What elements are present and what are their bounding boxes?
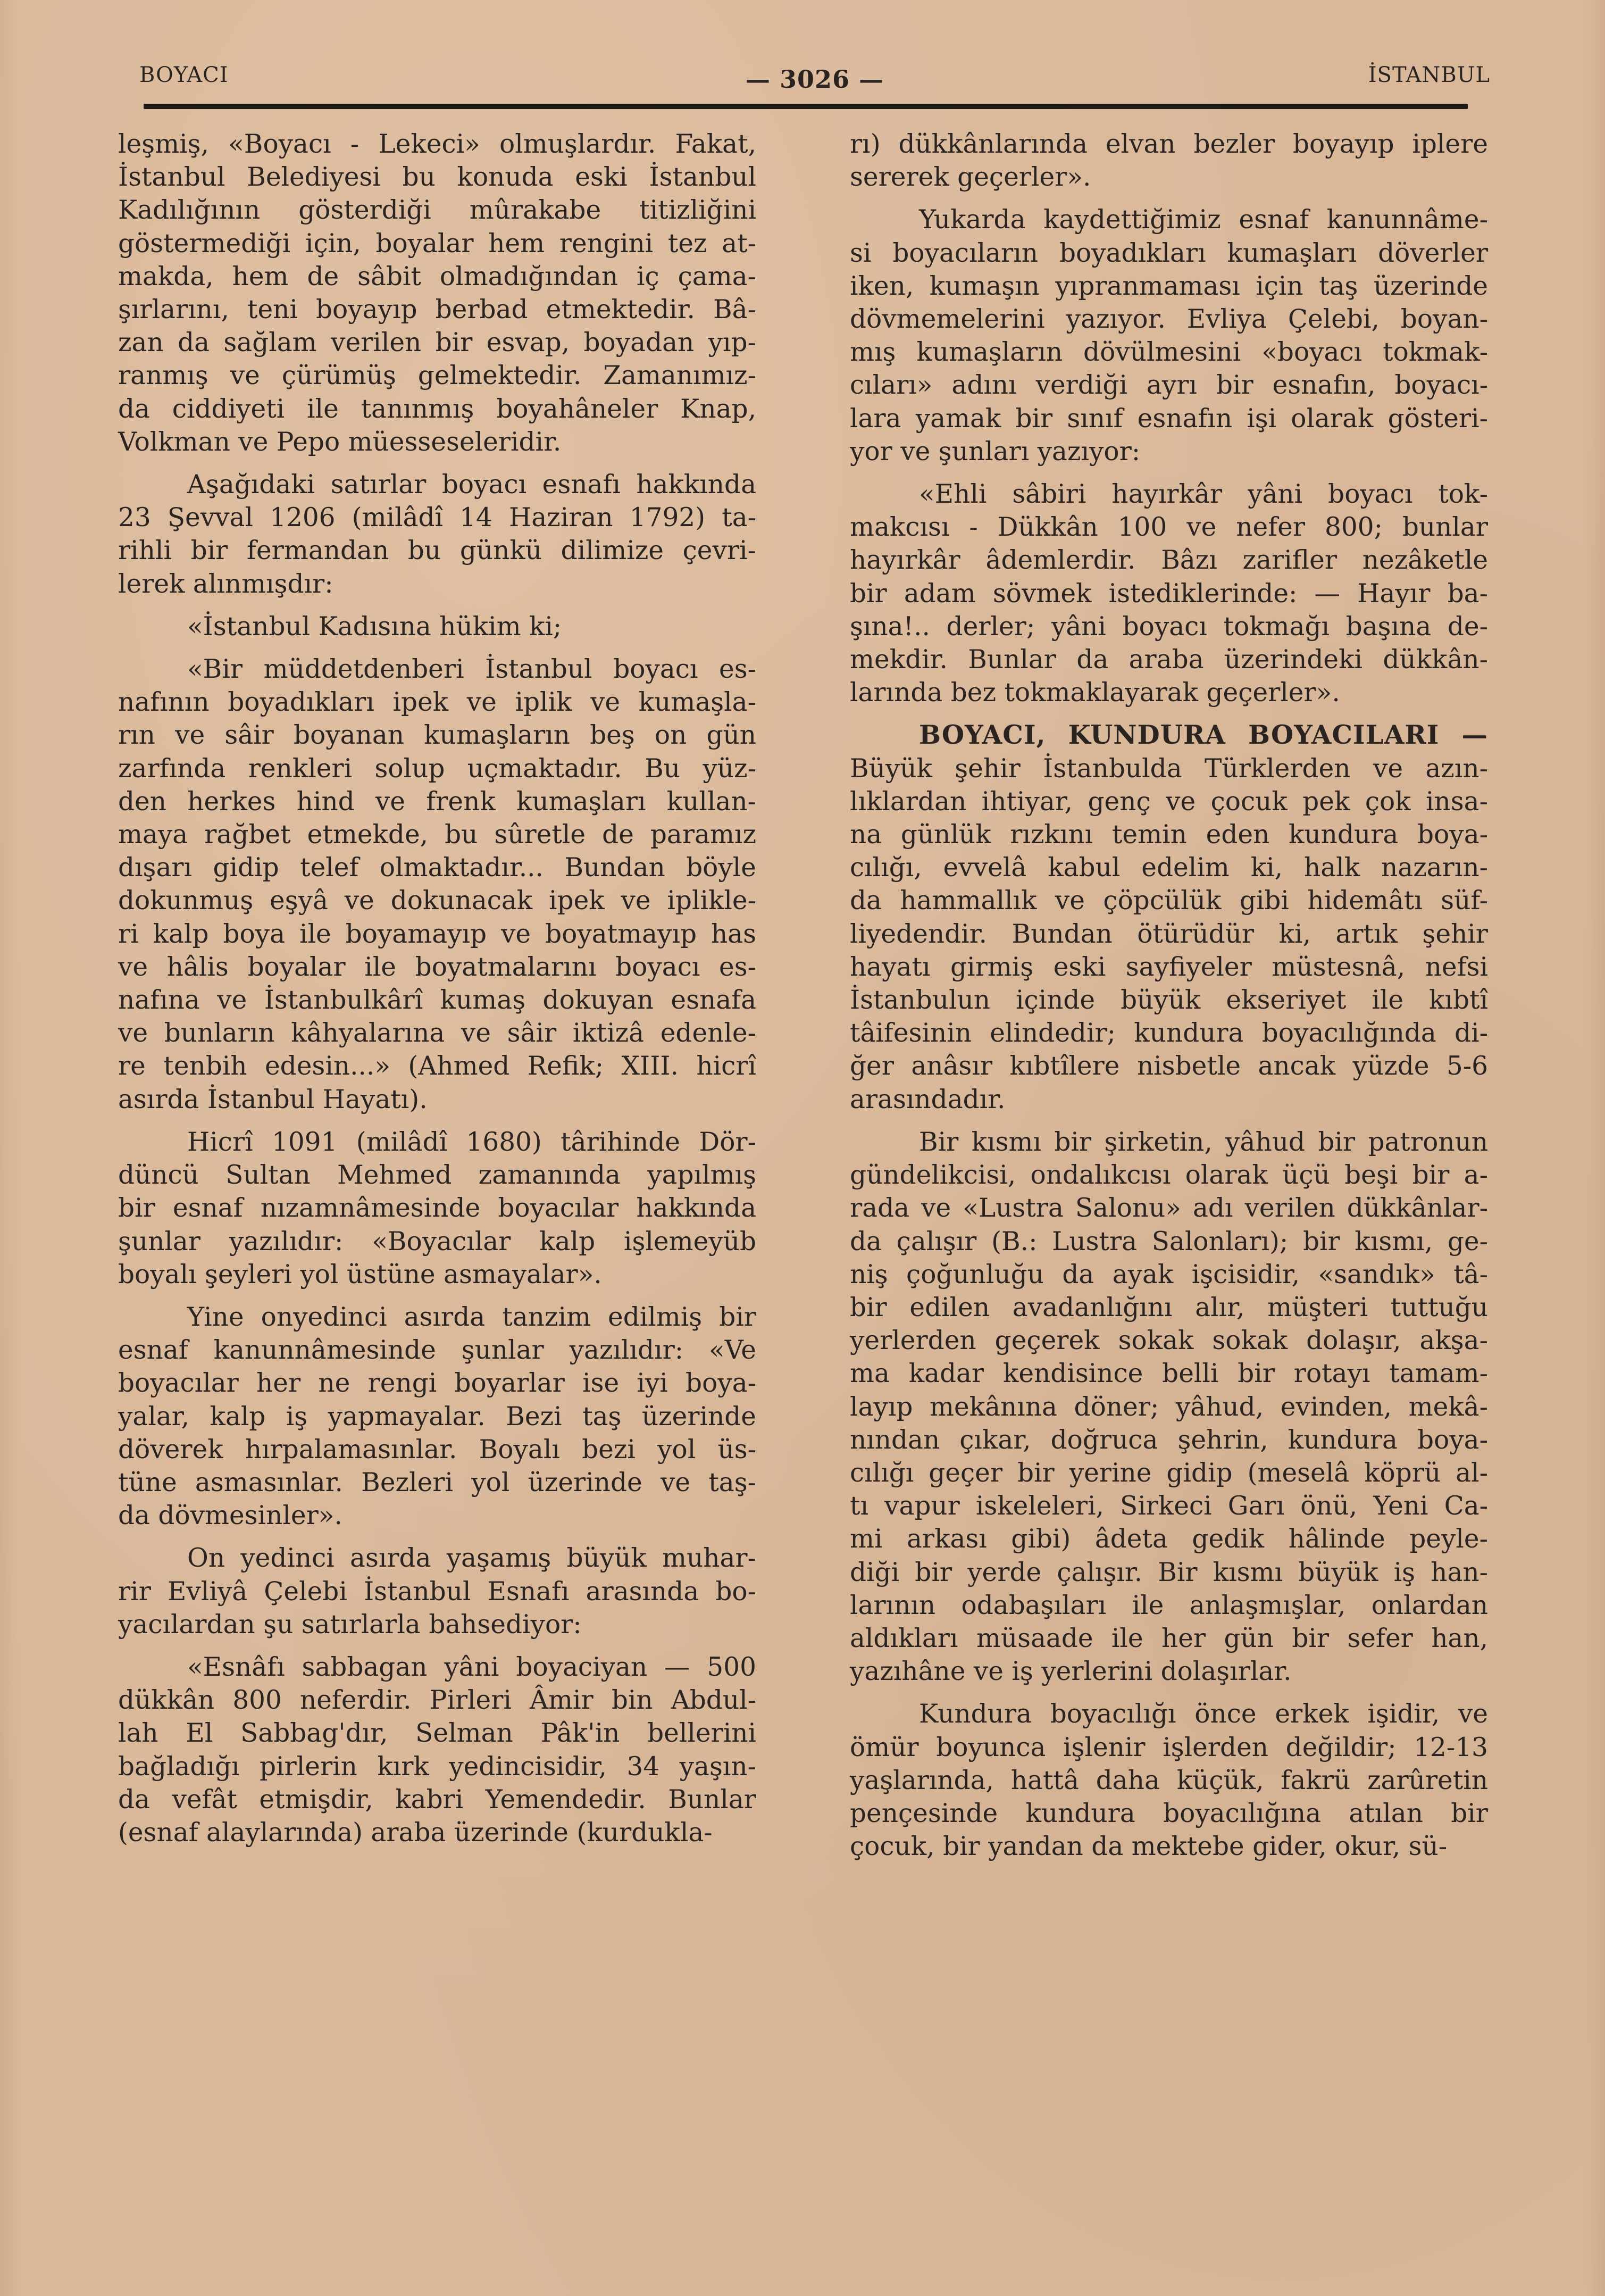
text-line: şına!.. derler; yâni boyacı tokmağı başına de-: [850, 611, 1488, 642]
text-line: na günlük rızkını temin eden kundura boya-: [850, 820, 1488, 850]
text-line: Yine onyedinci asırda tanzim edilmiş bir: [187, 1302, 756, 1332]
text-line: ranmış ve çürümüş gelmektedir. Zamanımız-: [118, 361, 756, 391]
header-volume-title: İSTANBUL: [1368, 63, 1490, 87]
text-line: Bir kısmı bir şirketin, yâhud bir patronun: [919, 1127, 1488, 1157]
text-line: yor ve şunları yazıyor:: [850, 436, 1141, 467]
text-line: cıları» adını verdiği ayrı bir esnafın, boyacı-: [850, 370, 1488, 401]
header-entry-word: BOYACI: [139, 63, 229, 87]
text-line: «İstanbul Kadısına hükim ki;: [187, 611, 562, 642]
text-line: pençesinde kundura boyacılığına atılan bir: [850, 1798, 1488, 1828]
text-line: «Ehli sâbiri hayırkâr yâni boyacı tok-: [919, 479, 1488, 510]
text-line: İstanbulun içinde büyük ekseriyet ile kıbtî: [850, 985, 1488, 1016]
text-line: Yukarda kaydettiğimiz esnaf kanunnâme-: [919, 205, 1488, 235]
text-line: sererek geçerler».: [850, 162, 1091, 193]
text-line: Büyük şehir İstanbulda Türklerden ve azın-: [850, 753, 1488, 784]
text-line: larında bez tokmaklayarak geçerler».: [850, 678, 1340, 708]
text-line: dokunmuş eşyâ ve dokunacak ipek ve iplikle-: [118, 886, 756, 916]
paragraph: [118, 1651, 756, 1849]
text-line: ve hâlis boyalar ile boyatmalarını boyacı es-: [118, 952, 756, 982]
text-line: mi arkası gibi) âdeta gedik hâlinde peyle-: [850, 1524, 1488, 1554]
text-line: Hicrî 1091 (milâdî 1680) târihinde Dör-: [187, 1127, 756, 1157]
text-line: nafının boyadıkları ipek ve iplik ve kumaşla-: [118, 687, 756, 718]
text-line: niş çoğunluğu da ayak işcisidir, «sandık» tâ-: [850, 1259, 1488, 1290]
text-line: diği bir yerde çalışır. Bir kısmı büyük iş han-: [850, 1557, 1488, 1587]
text-line: ğer anâsır kıbtîlere nisbetle ancak yüzde 5-6: [850, 1051, 1488, 1082]
text-line: nafına ve İstanbulkârî kumaş dokuyan esnafa: [118, 985, 756, 1016]
text-line: dışarı gidip telef olmaktadır... Bundan böyle: [118, 853, 756, 883]
text-line: rın ve sâir boyanan kumaşların beş on gün: [118, 720, 756, 751]
text-line: lah El Sabbag'dır, Selman Pâk'in bellerini: [118, 1718, 756, 1749]
text-line: 23 Şevval 1206 (milâdî 14 Haziran 1792) ta-: [118, 503, 756, 533]
text-line: ma kadar kendisince belli bir rotayı tamam-: [850, 1359, 1488, 1389]
text-line: layıp mekânına döner; yâhud, evinden, mekâ-: [850, 1392, 1488, 1422]
text-line: rihli bir fermandan bu günkü dilimize çevri-: [118, 536, 756, 566]
text-line: bir edilen avadanlığını alır, müşteri tuttuğu: [850, 1292, 1488, 1322]
left-column: [118, 128, 756, 1859]
text-line: «Bir müddetdenberi İstanbul boyacı es-: [187, 654, 756, 685]
text-line: lara yamak bir sınıf esnafın işi olarak gösteri-: [850, 403, 1488, 434]
text-line: asırda İstanbul Hayatı).: [118, 1084, 428, 1114]
paragraph: [118, 653, 756, 1116]
text-line: tı vapur iskeleleri, Sirkeci Garı önü, Yeni Ca-: [850, 1491, 1488, 1521]
paragraph: [850, 478, 1488, 709]
text-line: esnaf kanunnâmesinde şunlar yazılıdır: «Ve: [118, 1335, 756, 1366]
text-line: rı) dükkânlarında elvan bezler boyayıp iplere: [850, 129, 1488, 159]
text-line: çocuk, bir yandan da mektebe gider, okur, sü-: [850, 1832, 1448, 1862]
paragraph: [118, 1126, 756, 1291]
text-line: da dövmesinler».: [118, 1501, 342, 1531]
text-line: mış kumaşların dövülmesini «boyacı tokmak-: [850, 337, 1488, 368]
text-line: bir esnaf nızamnâmesinde boyacılar hakkında: [118, 1193, 756, 1224]
text-line: da ciddiyeti ile tanınmış boyahâneler Knap,: [118, 394, 756, 424]
text-line: Kundura boyacılığı önce erkek işidir, ve: [919, 1699, 1488, 1729]
text-line: arasındadır.: [850, 1084, 1006, 1114]
page-number: — 3026 —: [745, 65, 884, 94]
text-line: yacılardan şu satırlarla bahsediyor:: [118, 1609, 582, 1640]
paragraph: [850, 719, 1488, 1116]
paragraph: [118, 1542, 756, 1641]
text-line: tâifesinin elindedir; kundura boyacılığında di-: [850, 1018, 1488, 1049]
text-line: cılığı, evvelâ kabul edelim ki, halk nazarın-: [850, 853, 1488, 883]
text-line: tüne asmasınlar. Bezleri yol üzerinde ve taş-: [118, 1467, 756, 1498]
text-line: larının odabaşıları ile anlaşmışlar, onlardan: [850, 1590, 1488, 1620]
text-line: yalar, kalp iş yapmayalar. Bezi taş üzerinde: [118, 1401, 756, 1432]
text-line: zarfında renkleri solup uçmaktadır. Bu yüz-: [118, 753, 756, 784]
text-line: göstermediği için, boyalar hem rengini tez at-: [118, 228, 756, 259]
text-line: makda, hem de sâbit olmadığından iç çama-: [118, 261, 756, 292]
paragraph: [850, 203, 1488, 468]
text-line: Aşağıdaki satırlar boyacı esnafı hakkında: [187, 470, 756, 500]
text-line: ri kalp boya ile boyamayıp ve boyatmayıp has: [118, 919, 756, 949]
section-heading: BOYACI, KUNDURA BOYACILARI —: [919, 720, 1488, 751]
right-column: [850, 128, 1488, 1873]
paragraph: [850, 1126, 1488, 1688]
text-line: mekdir. Bunlar da araba üzerindeki dükkân-: [850, 645, 1488, 675]
text-line: On yedinci asırda yaşamış büyük muhar-: [187, 1543, 756, 1574]
text-line: dövmemelerini yazıyor. Evliya Çelebi, boyan-: [850, 304, 1488, 335]
text-line: nından çıkar, doğruca şehrin, kundura boya-: [850, 1425, 1488, 1455]
text-line: leşmiş, «Boyacı - Lekeci» olmuşlardır. Fakat,: [118, 129, 756, 159]
paragraph: [850, 128, 1488, 194]
text-line: maya rağbet etmekde, bu sûretle de paramız: [118, 820, 756, 850]
text-line: rada ve «Lustra Salonu» adı verilen dükkânlar-: [850, 1193, 1488, 1224]
text-line: «Esnâfı sabbagan yâni boyaciyan — 500: [187, 1652, 756, 1682]
text-line: Volkman ve Pepo müesseseleridir.: [118, 427, 562, 457]
text-line: den herkes hind ve frenk kumaşları kullan-: [118, 786, 756, 817]
text-line: da çalışır (B.: Lustra Salonları); bir kısmı, ge-: [850, 1226, 1488, 1257]
text-line: iken, kumaşın yıpranmaması için taş üzerinde: [850, 271, 1488, 301]
text-line: si boyacıların boyadıkları kumaşları döverler: [850, 238, 1488, 268]
text-line: hayırkâr âdemlerdir. Bâzı zarifler nezâketle: [850, 545, 1488, 576]
text-line: bir adam sövmek istediklerinde: — Hayır ba-: [850, 578, 1488, 609]
text-line: ve bunların kâhyalarına ve sâir iktizâ edenle-: [118, 1018, 756, 1049]
text-line: boyacılar her ne rengi boyarlar ise iyi boya-: [118, 1368, 756, 1399]
text-line: rir Evliyâ Çelebi İstanbul Esnafı arasında bo-: [118, 1576, 756, 1607]
running-header: [139, 63, 1490, 100]
text-line: cılığı geçer bir yerine gidip (meselâ köprü al-: [850, 1458, 1488, 1488]
text-line: şırlarını, teni boyayıp berbad etmektedir. Bâ-: [118, 295, 756, 325]
text-line: gündelikcisi, ondalıkcısı olarak üçü beşi bir a-: [850, 1160, 1488, 1191]
paragraph: [850, 1698, 1488, 1863]
text-line: ömür boyunca işlenir işlerden değildir; 12-13: [850, 1732, 1488, 1762]
text-line: düncü Sultan Mehmed zamanında yapılmış: [118, 1160, 756, 1191]
text-line: bağladığı pirlerin kırk yedincisidir, 34 yaşın-: [118, 1751, 756, 1782]
text-line: da vefât etmişdir, kabri Yemendedir. Bunlar: [118, 1784, 756, 1815]
text-line: liyedendir. Bundan ötürüdür ki, artık şehir: [850, 919, 1488, 949]
text-line: yaşlarında, hattâ daha küçük, fakrü zarûretin: [850, 1765, 1488, 1795]
text-line: döverek hırpalamasınlar. Boyalı bezi yol üs-: [118, 1434, 756, 1465]
text-line: hayatı girmiş eski sayfiyeler müstesnâ, nefsi: [850, 952, 1488, 982]
paragraph: [118, 128, 756, 459]
text-line: aldıkları müsaade ile her gün bir sefer han,: [850, 1623, 1488, 1653]
header-rule: [144, 104, 1468, 109]
text-line: yazıhâne ve iş yerlerini dolaşırlar.: [850, 1657, 1292, 1687]
text-line: İstanbul Belediyesi bu konuda eski İstanbul: [118, 162, 756, 193]
text-line: lerek alınmışdır:: [118, 569, 333, 599]
paragraph: [118, 468, 756, 601]
text-line: Kadılığının gösterdiği mûrakabe titizliğini: [118, 195, 756, 226]
text-line: (esnaf alaylarında) araba üzerinde (kurdukla-: [118, 1817, 713, 1848]
text-line: zan da sağlam verilen bir esvap, boyadan yıp-: [118, 328, 756, 358]
paragraph: [118, 1301, 756, 1532]
text-line: lıklardan ihtiyar, genç ve çocuk pek çok insa-: [850, 786, 1488, 817]
text-line: yerlerden geçerek sokak sokak dolaşır, akşa-: [850, 1326, 1488, 1356]
text-line: da hammallık ve çöpcülük gibi hidemâtı süf-: [850, 886, 1488, 916]
paragraph: [118, 610, 756, 643]
text-line: şunlar yazılıdır: «Boyacılar kalp işlemeyüb: [118, 1226, 756, 1257]
text-line: re tenbih edesin...» (Ahmed Refik; XIII. hicrî: [118, 1051, 756, 1082]
text-line: dükkân 800 neferdir. Pirleri Âmir bin Abdul-: [118, 1685, 756, 1716]
text-line: makcısı - Dükkân 100 ve nefer 800; bunlar: [850, 512, 1488, 543]
text-line: boyalı şeyleri yol üstüne asmayalar».: [118, 1259, 602, 1290]
